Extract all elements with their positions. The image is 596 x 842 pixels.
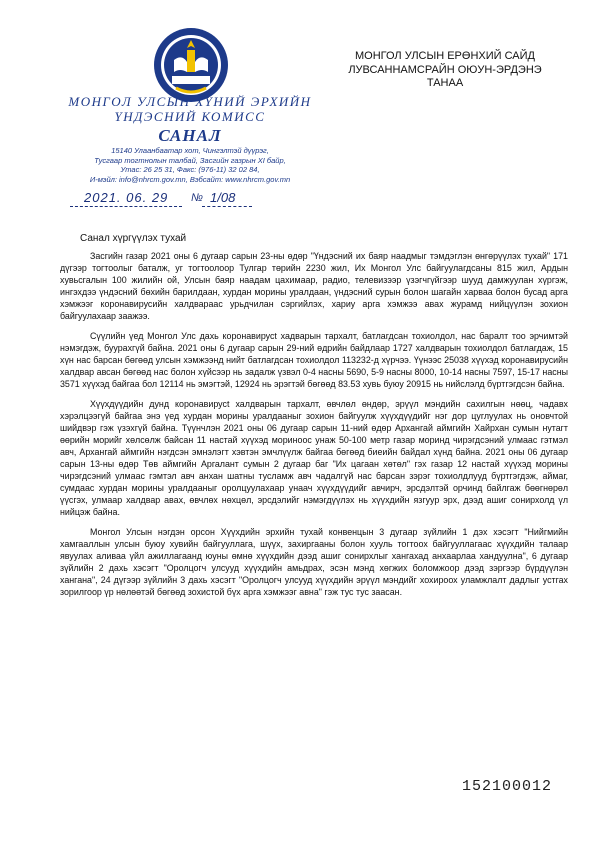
body-paragraph: Хүүхдүүдийн дунд коронавирусt халдварын тархалт, өвчлөл өндөр, эрүүл мэндийн сахилгын нөөц, чадавх хэрэлцээгүй байгаа энэ үед хурдан морины уралдааныг зохион байгуулж хүүхдүүдийг нэг дор цуглуулах нь оновчтой шийдвэр гэж үзэхгүй байна. Түүнчлэн 2021 оны 06 дугаар сарын 11-ний өдөр Архангай аймгийн Хайрхан сумын нутагт өөрийн морийг хөлсөлж байсан 11 настай хүүхэд мориноос унаж 50-100 метр газар моринд чирэгдсэний улмаас гэтмэл авч, Архангай аймгийн нэгдсэн эмнэлэгт хэвтэн эмчлүүлж байгаа бөгөөд биеийн байдал хүнд байна. 2021 оны 06 дугаар сарын 13-ны өдөр Төв аймгийн Аргалант сумын 2 дугаар баг "Их цагаан хөтөл" гэх газар 12 настай хүүхэд морины чирэгдсэний улмаас гэмтэл авч анхан шатны тусламж авч чадалгүй нас барсан зэрэг тохиолдлууд бүртгэгдэж, аймаг, сумдаас хурдан морины уралдааныг оролцуулахаар унаач хүүхдүүдийг авчирч, эрсдэлтэй орчинд байлгаж бөөгнөрөл үүсгэх, улмаар халдвар авах, өвчлөх нөхцөл, эрсдэлийг нэмэгдүүлэх нь хүүхдийн язгуур эрх, дээд ашиг сонирхолд үл нийцэж байна. <box>60 399 568 517</box>
contact-email: И-мэйл: info@nhrcm.gov.mn, Вэбсайт: www.nhrcm.gov.mn <box>89 174 291 184</box>
number-sign: № <box>191 192 203 204</box>
contact-address: 15140 Улаанбаатар хот, Чингэлтэй дүүрэг, <box>111 146 269 155</box>
letter-date: 2021. 06. 29 <box>84 190 169 205</box>
document-type: САНАЛ <box>158 126 222 145</box>
contact-building: Тусгаар тогтнолын талбай, Засгийн газрын XI байр, <box>94 155 286 165</box>
date-number-line <box>70 190 270 208</box>
body-paragraph: Засгийн газар 2021 оны 6 дугаар сарын 23-ны өдөр "Үндэсний их баяр наадмыг тэмдэглэн өнгөрүүлэх тухай" 171 дүгээр тогтоолыг баталж, уг тогтоолоор Тулгар төрийн 2230 жил, Их Монгол Улс байгуулагдсаны 815 жил, Ардын хувьсгалын 100 жилийн ой, Улсын баяр наадам цахимаар, радио, телевизээр үзэгчгүйгээр шууд дамжуулан хүргэж, ингэхдээ үндэсний бөхийн барилдаан, хурдан морины уралдаан, үндэсний сурын болон шагайн харваа болон бусад арга хэмжээг коронавирусийн халдвараас урьдчилан сэргийлэх, хариу арга хэмжээ авах журамд нийцүүлэн зохион байгуулахаар заажээ. <box>60 251 568 321</box>
date-underline <box>70 206 182 207</box>
registry-number: 152100012 <box>462 778 553 795</box>
recipient-line1: МОНГОЛ УЛСЫН ЕРӨНХИЙ САЙД <box>354 50 535 62</box>
body-paragraph: Монгол Улсын нэгдэн орсон Хүүхдийн эрхийн тухай конвенцын 3 дугаар зүйлийн 1 дэх хэсэгт "Нийгмийн хамгааллын улсын буюу хувийн байгууллага, шүүх, захиргааны болон хууль тогтоох байгууллагаас хүүхдийн талаар явуулах аливаа үйл ажиллагаанд юуны өмнө хүүхдийн дээд ашиг сонирхлыг хангахад анхаарлаа хандуулна", 6 дугаар зүйлийн 2 дахь хэсэгт "Оролцогч улсууд хүүхдийн амьдрах, эсэн мэнд хөгжих боломжоор дээд зэргээр бүрдүүлэн хангана", 24 дүгээр зүйлийн 3 дахь хэсэгт "Оролцогч улсууд хүүхдийн эрүүл мэндийг хохироох уламжлалт дадлыг устгах зорилгоор үр нөлөөтэй бөгөөд зохистой бүх арга хэмжээг авна" гэж тус тус заасан. <box>60 527 568 597</box>
org-name-line2: ҮНДЭСНИЙ КОМИСС <box>114 109 266 124</box>
letter-body <box>60 250 568 606</box>
recipient-line2: ЛУВСАННАМСРАЙН ОЮУН-ЭРДЭНЭ <box>348 63 542 76</box>
contact-info <box>60 146 320 184</box>
letter-subject: Санал хүргүүлэх тухай <box>80 233 187 244</box>
body-paragraph: Сүүлийн үед Монгол Улс дахь коронавирусt хадварын тархалт, батлагдсан тохиолдол, нас баралт тоо эрчимтэй нэмэгдэж, буурахгүй байна. 2021 оны 6 дугаар сарын 29-ний өдрийн байдлаар 1727 халдварын тохиолдол батлагдаж, 15 хүн нас барсан бөгөөд улсын хэмжээнд нийт батлагдсан тохиолдол 113232-д хүрчээ. Үүнээс 25038 хүүхэд коронавирусийн халдвар авсан бөгөөд нас болон хүйсээр нь задалж үзвэл 0-4 насны 5690, 5-9 насны 8000, 10-14 насны 7597, 15-17 насны 3571 хүүхэд байгаа бол 12114 нь эмэгтэй, 12924 нь эрэгтэй бөгөөд 83.53 хувь буюу 20915 нь нийслэлд бүртгэгдсэн байна. <box>60 331 568 389</box>
contact-phone: Утас: 26 25 31, Факс: (976-11) 32 02 84, <box>120 165 260 174</box>
org-name-line1: МОНГОЛ УЛСЫН ХҮНИЙ ЭРХИЙН <box>68 94 312 109</box>
recipient-block <box>320 50 570 91</box>
organization-name <box>60 94 320 146</box>
state-emblem-icon <box>152 26 230 104</box>
letter-number: 1/08 <box>210 190 236 205</box>
number-underline <box>202 206 252 207</box>
recipient-line3: ТАНАА <box>426 77 464 89</box>
